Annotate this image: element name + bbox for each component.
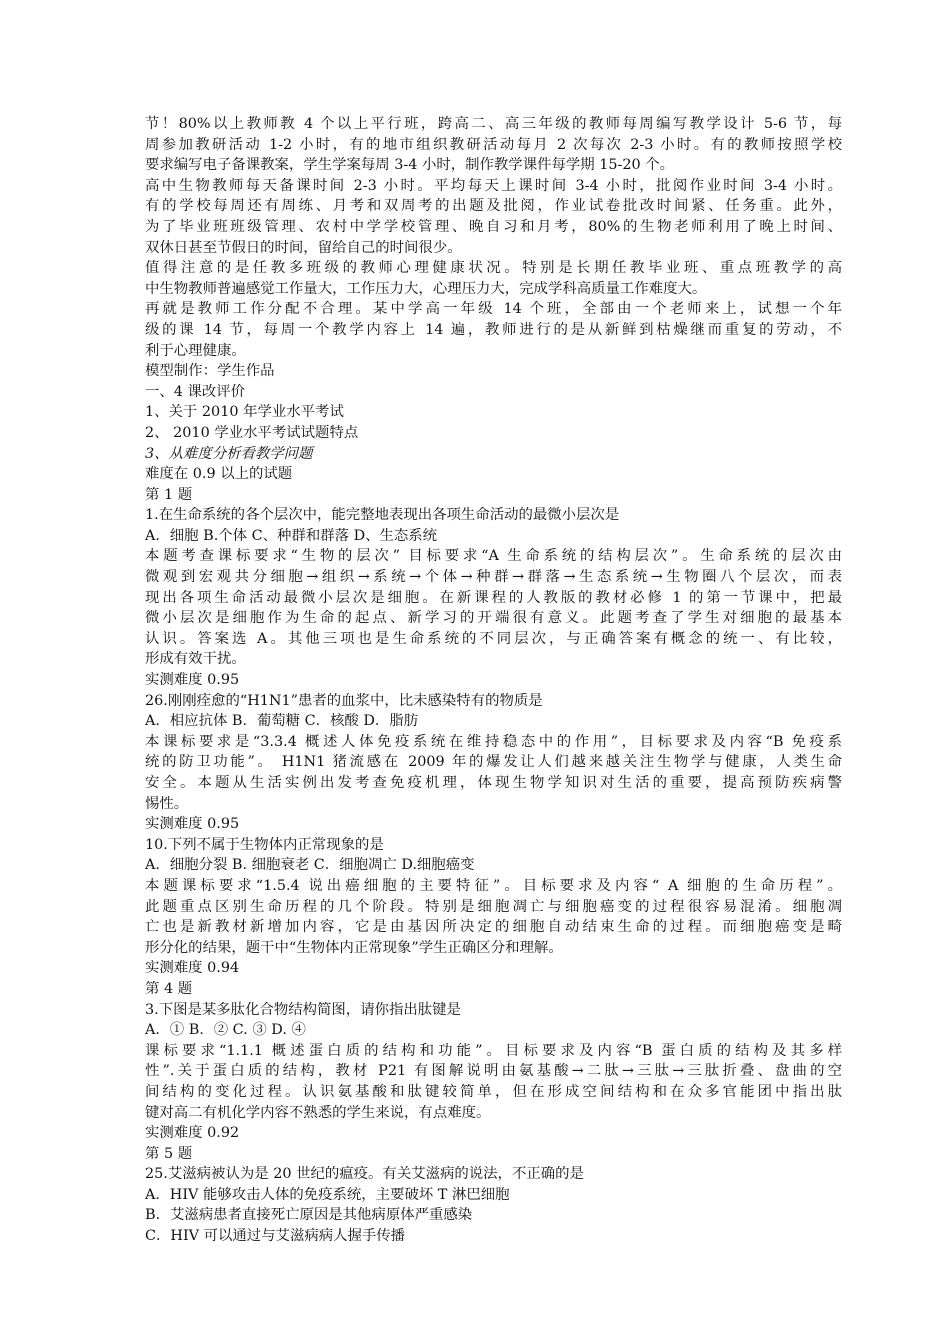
text-line: 2、 2010 学业水平考试试题特点 — [145, 424, 359, 441]
text-line: A．相应抗体 B．葡萄糖 C．核酸 D．脂肪 — [145, 713, 419, 730]
text-line: B．艾滋病患者直接死亡原因是其他病原体严重感染 — [145, 1207, 473, 1224]
text-line: 安全。本题从生活实例出发考查免疫机理，体现生物学知识对生活的重要，提高预防疾病警 — [145, 775, 842, 791]
text-line: 双休日甚至节假日的时间，留给自己的时间很少。 — [145, 239, 462, 256]
text-line: 高中生物教师每天备课时间 2-3 小时。平均每天上课时间 3-4 小时，批阅作业时间 3-4 小时。 — [145, 177, 842, 194]
text-line: A．细胞 B.个体 C、种群和群落 D、生态系统 — [145, 527, 438, 544]
text-line: 1、关于 2010 年学业水平考试 — [145, 404, 344, 421]
text-line: 课标要求“1.1.1 概述蛋白质的结构和功能”。目标要求及内容“B 蛋白质的结构及其多样 — [145, 1042, 842, 1059]
text-line: A．① B．② C. ③ D. ④ — [145, 1022, 306, 1039]
text-line: 难度在 0.9 以上的试题 — [145, 466, 293, 483]
text-line: A．细胞分裂 B. 细胞衰老 C．细胞凋亡 D.细胞癌变 — [145, 857, 475, 874]
text-line: 再就是教师工作分配不合理。某中学高一年级 14 个班，全部由一个老师来上，试想一个年 — [145, 301, 842, 318]
text-line: 利于心理健康。 — [145, 342, 246, 359]
text-line: C．HIV 可以通过与艾滋病病人握手传播 — [145, 1228, 406, 1245]
text-line: 1.在生命系统的各个层次中，能完整地表现出各项生命活动的最微小层次是 — [145, 507, 620, 524]
text-line: 中生物教师普遍感觉工作量大，工作压力大，心理压力大，完成学科高质量工作难度大。 — [145, 280, 707, 297]
text-line: 第 4 题 — [145, 980, 193, 997]
text-line: 亡也是新教材新增加内容，它是由基因所决定的细胞自动结束生命的过程。而细胞癌变是畸 — [145, 919, 842, 936]
text-line: 第 5 题 — [145, 1145, 193, 1162]
text-line: A．HIV 能够攻击人体的免疫系统，主要破坏 T 淋巴细胞 — [145, 1186, 510, 1203]
text-line: 3.下图是某多肽化合物结构简图，请你指出肽键是 — [145, 1001, 461, 1018]
text-line: 有的学校每周还有周练、月考和双周考的出题及批阅，作业试卷批改时间紧、任务重。此外， — [145, 198, 842, 215]
text-line: 性”.关于蛋白质的结构，教材 P21 有图解说明由氨基酸→二肽→三肽→三肽折叠、盘曲的空 — [145, 1063, 842, 1080]
text-line: 实测难度 0.94 — [145, 960, 240, 977]
text-line: 值得注意的是任教多班级的教师心理健康状况。特别是长期任教毕业班、重点班教学的高 — [145, 260, 842, 277]
text-line: 3、从难度分析看教学问题 — [145, 445, 313, 462]
text-line: 要求编写电子备课教案，学生学案每周 3-4 小时，制作教学课件每学期 15-20 个。 — [145, 157, 675, 174]
text-line: 本题课标要求“1.5.4 说出癌细胞的主要特征”。目标要求及内容“ A 细胞的生命历程”。 — [145, 877, 842, 894]
text-line: 周参加教研活动 1-2 小时，有的地市组织教研活动每月 2 次每次 2-3 小时。有的教师按照学校 — [145, 136, 842, 153]
text-line: 键对高二有机化学内容不熟悉的学生来说，有点难度。 — [145, 1104, 491, 1121]
text-line: 惕性。 — [145, 795, 189, 812]
text-line: 本课标要求是“3.3.4 概述人体免疫系统在维持稳态中的作用”，目标要求及内容“B 免疫系 — [145, 733, 842, 750]
text-line: 间结构的变化过程。认识氨基酸和肽键较简单，但在形成空间结构和在众多官能团中指出肽 — [145, 1083, 842, 1100]
text-line: 形成有效干扰。 — [145, 651, 246, 668]
text-line: 实测难度 0.92 — [145, 1125, 240, 1142]
text-line: 此题重点区别生命历程的几个阶段。特别是细胞凋亡与细胞癌变的过程很容易混淆。细胞凋 — [145, 898, 842, 915]
text-line: 认识。答案选 A。其他三项也是生命系统的不同层次，与正确答案有概念的统一、有比较， — [145, 630, 842, 647]
text-line: 模型制作：学生作品 — [145, 363, 275, 380]
text-line: 26.刚刚痊愈的“H1N1”患者的血浆中，比未感染特有的物质是 — [145, 692, 543, 709]
text-line: 实测难度 0.95 — [145, 816, 240, 833]
text-line: 25.艾滋病被认为是 20 世纪的瘟疫。有关艾滋病的说法，不正确的是 — [145, 1166, 584, 1183]
text-line: 一、4 课改评价 — [145, 383, 246, 400]
text-line: 级的课 14 节，每周一个教学内容上 14 遍，教师进行的是从新鲜到枯燥继而重复的劳动，不 — [145, 321, 842, 338]
text-line: 本题考查课标要求“生物的层次” 目标要求“A 生命系统的结构层次”。生命系统的层次由 — [145, 548, 842, 565]
text-line: 微观到宏观共分细胞→组织→系统→个体→种群→群落→生态系统→生物圈八个层次，而表 — [145, 569, 842, 586]
text-line: 10.下列不属于生物体内正常现象的是 — [145, 836, 384, 853]
text-line: 为了毕业班班级管理、农村中学学校管理、晚自习和月考，80%的生物老师利用了晚上时间、 — [145, 218, 842, 235]
text-line: 统的防卫功能”。 H1N1 猪流感在 2009 年的爆发让人们越来越关注生物学与健康，人类生命 — [145, 754, 842, 771]
text-line: 微小层次是细胞作为生命的起点、新学习的开端很有意义。此题考查了学生对细胞的最基本 — [145, 610, 842, 627]
text-line: 第 1 题 — [145, 486, 193, 503]
text-line: 现出各项生命活动最微小层次是细胞。在新课程的人教版的教材必修 1 的第一节课中，把最 — [145, 589, 842, 606]
text-line: 形分化的结果，题干中“生物体内正常现象”学生正确区分和理解。 — [145, 939, 563, 956]
text-line: 实测难度 0.95 — [145, 672, 240, 689]
text-line: 节！80%以上教师教 4 个以上平行班，跨高二、高三年级的教师每周编写教学设计 5-6 节，每 — [145, 116, 842, 132]
